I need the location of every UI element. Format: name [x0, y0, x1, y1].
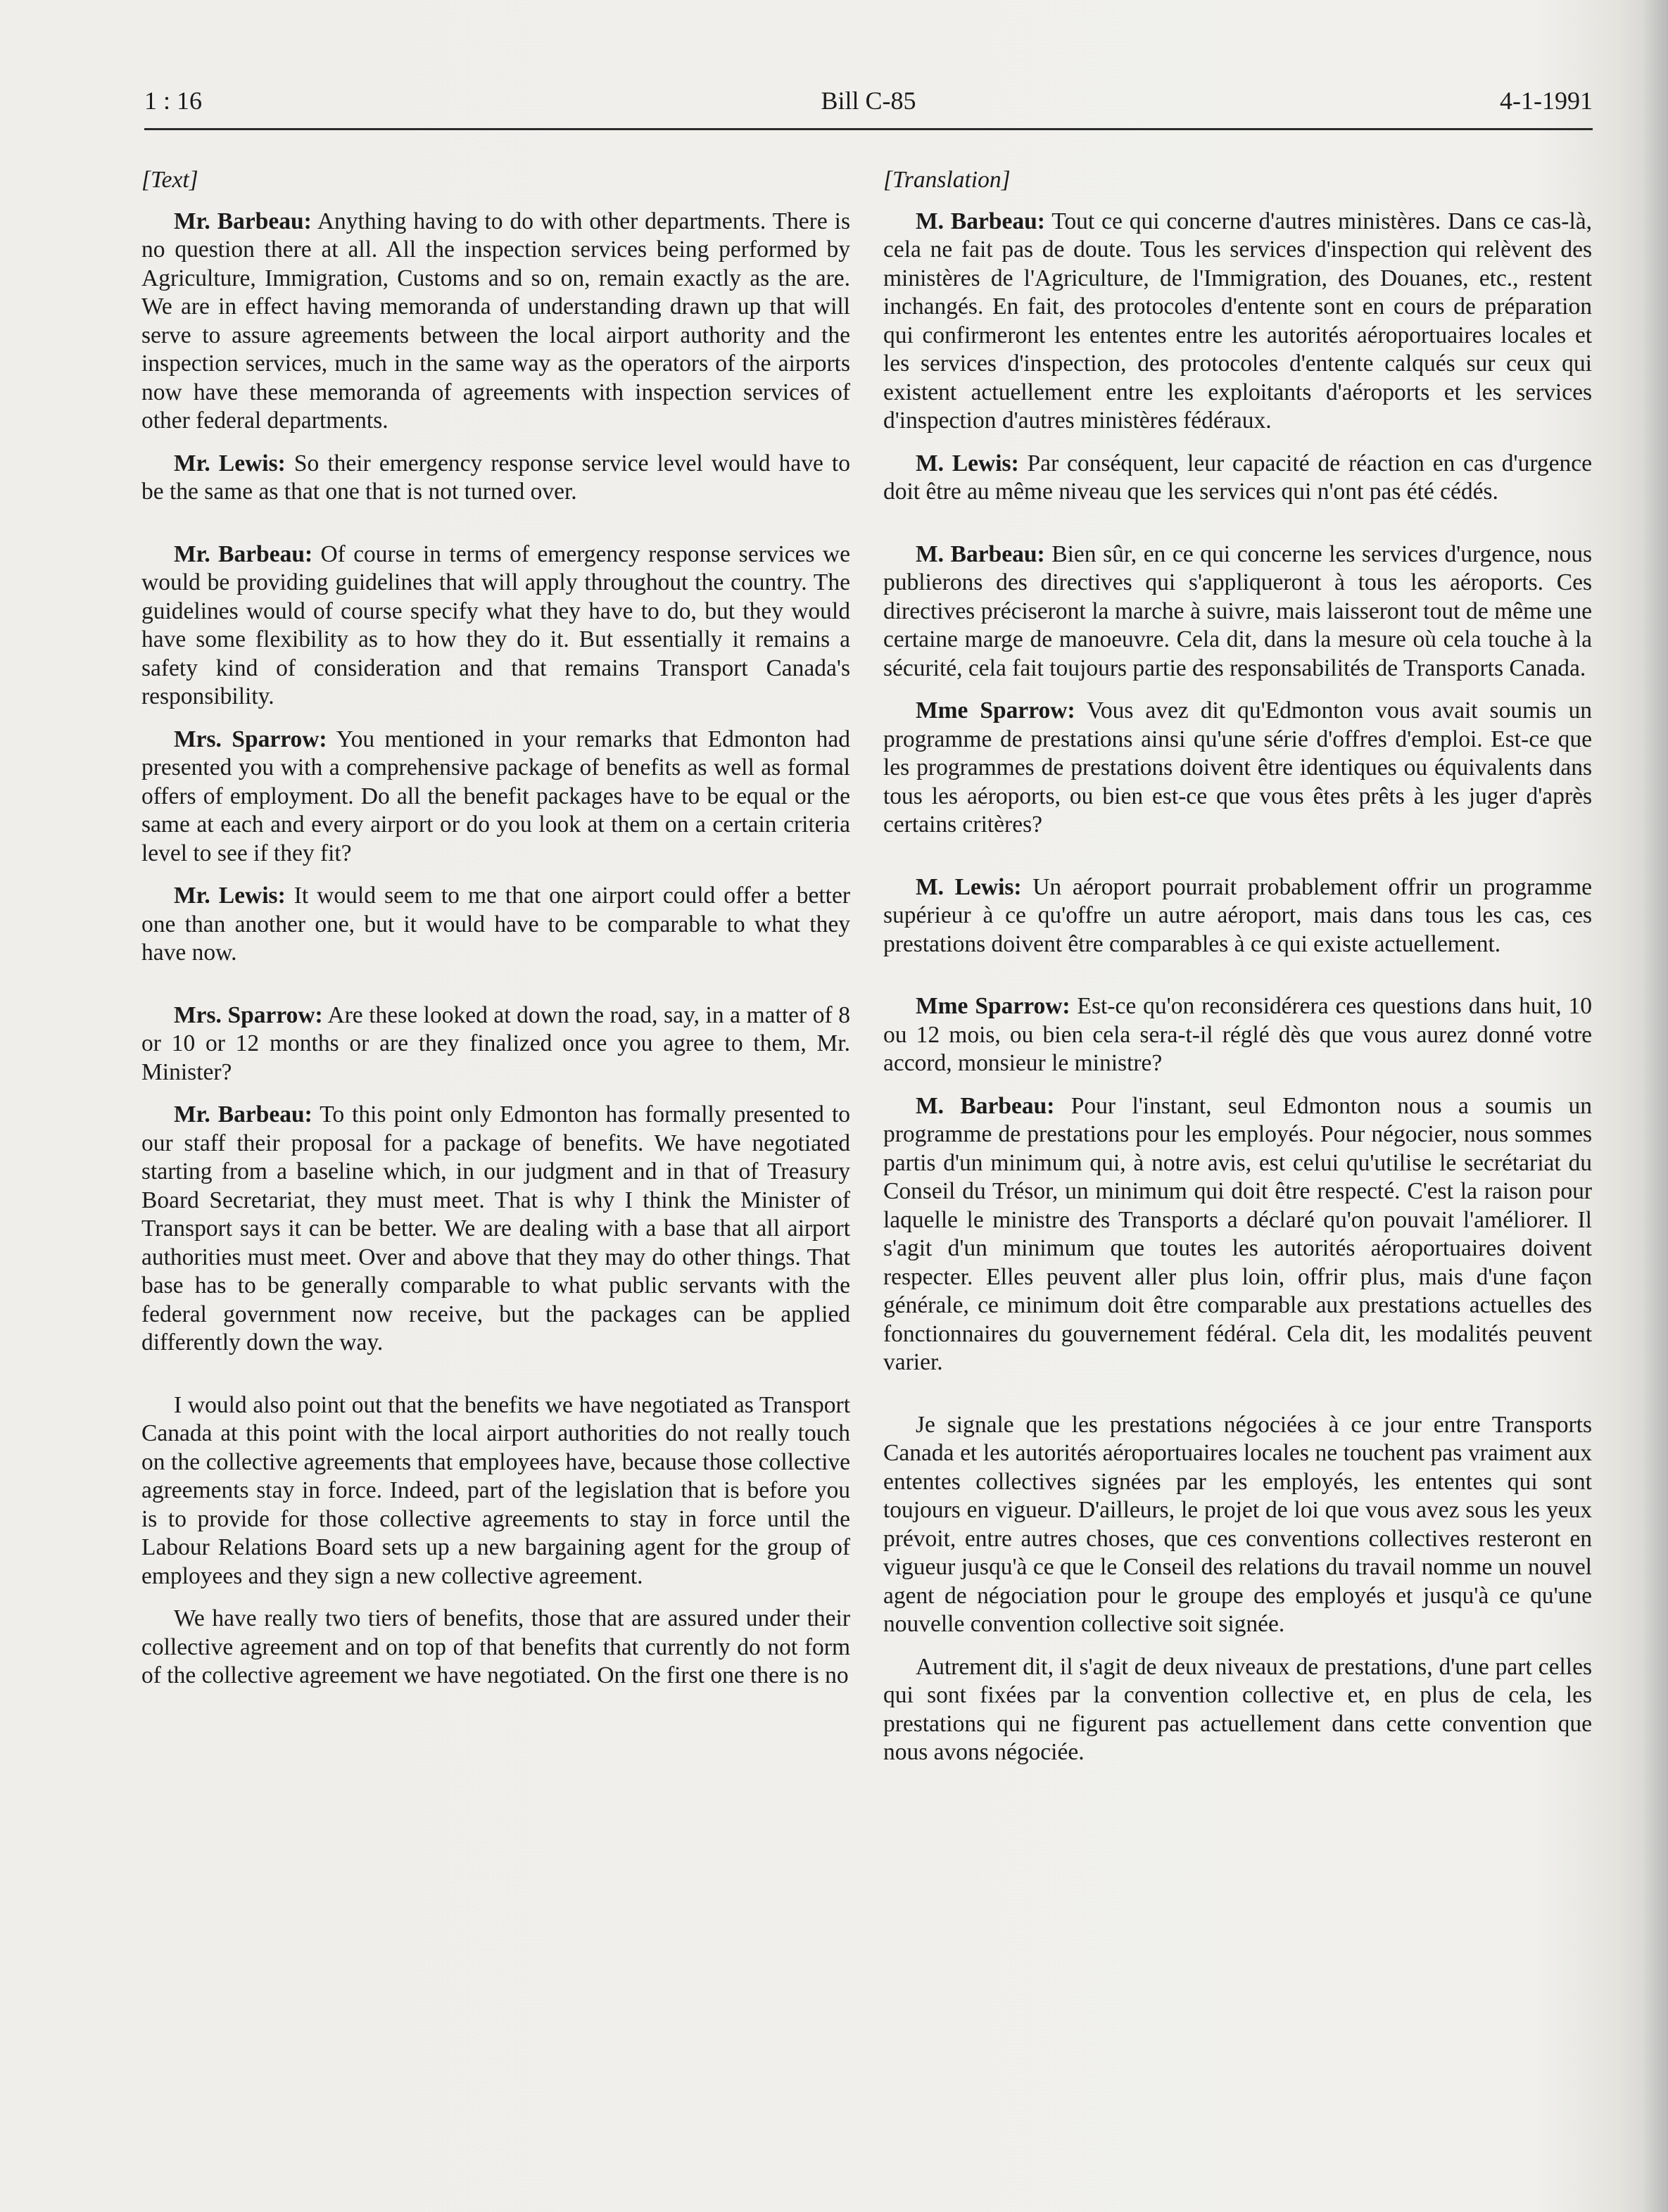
- page-header: [144, 83, 1593, 130]
- transcript-paragraph: [883, 992, 1592, 1078]
- speaker-name: Mr. Barbeau:: [174, 1101, 312, 1127]
- transcript-paragraph: [883, 1653, 1592, 1767]
- paragraph-spacer: [883, 521, 1592, 541]
- paragraph-spacer: [141, 1372, 850, 1391]
- paragraph-spacer: [141, 521, 850, 541]
- french-translation-column: [883, 166, 1592, 1781]
- page-number: 1 : 16: [144, 87, 203, 115]
- transcript-paragraph: [141, 1101, 850, 1358]
- speaker-name: Mme Sparrow:: [916, 697, 1075, 723]
- speech-text: So their emergency response service level would have to be the same as that one that is not turned over.: [141, 450, 850, 505]
- transcript-paragraph: [141, 1605, 850, 1690]
- speech-text: It would seem to me that one airport could offer a better one than another one, but it would have to be comparable to what they have now.: [141, 883, 850, 966]
- speaker-name: M. Lewis:: [916, 450, 1019, 476]
- transcript-paragraph: [883, 450, 1592, 507]
- speech-text: Est-ce qu'on reconsidérera ces questions dans huit, 10 ou 12 mois, ou bien cela sera-t-il réglé dès que vous aurez donné votre accord, monsieur le ministre?: [883, 993, 1593, 1076]
- speech-text: Tout ce qui concerne d'autres ministères. Dans ce cas-là, cela ne fait pas de doute. Tous les services d'inspection qui relèvent des ministères de l'Agriculture, de l'Immigration, des Douanes, etc., restent inchangés. En fait, des protocoles d'entente sont en cours de préparation qui confirmeront les ententes entre les autorités aéroportuaires locales et les services d'inspection, des protocoles d'entente calqués sur ceux qui existent actuellement entre les exploitants d'aéroports et les services d'inspection d'autres ministères fédéraux.: [883, 208, 1592, 434]
- page-edge-shadow: [1644, 0, 1668, 2212]
- speech-text: I would also point out that the benefits we have negotiated as Transport Canada at this point with the local airport authorities do not really touch on the collective agreements that employees have, because those collective agreements stay in force. Indeed, part of the legislation that is before you is to provide for those collective agreements to stay in force until the Labour Relations Board sets up a new bargaining agent for the group of employees and they sign a new collective agreement.: [141, 1391, 850, 1589]
- document-date: 4-1-1991: [1500, 87, 1593, 115]
- transcript-paragraph: [141, 541, 850, 712]
- speaker-name: Mr. Barbeau:: [174, 541, 313, 567]
- transcript-paragraph: [141, 1391, 850, 1591]
- speech-text: You mentioned in your remarks that Edmonton had presented you with a comprehensive package of benefits as well as formal offers of employment. Do all the benefit packages have to be equal or the same at each and every airport or do you look at them on a certain criteria level to see if they fit?: [141, 726, 850, 866]
- transcript-paragraph: [141, 450, 850, 507]
- document-title: Bill C-85: [821, 87, 916, 115]
- speech-text: Of course in terms of emergency response services we would be providing guidelines that will apply throughout the country. The guidelines would of course specify what they have to do, but they would have some flexibility as to how they do it. But essentially it remains a safety kind of consideration and that remains Transport Canada's responsibility.: [141, 541, 850, 709]
- paragraph-spacer: [883, 854, 1592, 873]
- speaker-name: Mr. Lewis:: [174, 450, 286, 476]
- speech-text: Vous avez dit qu'Edmonton vous avait soumis un programme de prestations ainsi qu'une série d'offres d'emploi. Est-ce que les programmes de prestations doivent être identiques ou équivalents dans tous les aéroports, ou bien est-ce que vous êtes prêts à les juger d'après certains critères?: [883, 697, 1592, 838]
- speaker-name: M. Lewis:: [916, 873, 1022, 900]
- speech-text: Pour l'instant, seul Edmonton nous a soumis un programme de prestations pour les employés. Pour négocier, nous sommes partis d'un minimum qui, à notre avis, est celui qu'utilise le secrétariat du Conseil du Trésor, un minimum qui doit être respecté. C'est la raison pour laquelle le ministre des Transports a déclaré qu'on pouvait l'améliorer. Il s'agit d'un minimum que toutes les autorités aéroportuaires doivent respecter. Elles peuvent aller plus loin, offrir plus, mais d'une façon générale, ce minimum doit être comparable aux prestations actuelles des fonctionnaires du gouvernement fédéral. Cela dit, les modalités peuvent varier.: [883, 1092, 1592, 1375]
- transcript-paragraph: [883, 1411, 1592, 1639]
- paragraph-spacer: [883, 973, 1592, 992]
- transcript-paragraph: [141, 726, 850, 868]
- speaker-name: Mr. Lewis:: [174, 883, 286, 909]
- speaker-name: M. Barbeau:: [916, 1092, 1055, 1119]
- transcript-paragraph: [141, 882, 850, 968]
- transcript-paragraph: [883, 208, 1592, 436]
- english-text-column: [141, 166, 850, 1705]
- speech-text: Autrement dit, il s'agit de deux niveaux de prestations, d'une part celles qui sont fixées par la convention collective et, en plus de cela, les prestations qui ne figurent pas actuellement dans cette convention que nous avons négociée.: [883, 1653, 1592, 1765]
- paragraph-spacer: [883, 1391, 1592, 1411]
- paragraph-spacer: [141, 982, 850, 1001]
- speech-text: Un aéroport pourrait probablement offrir un programme supérieur à ce qu'offre un autre aéroport, mais dans tous les cas, ces prestations doivent être comparables à ce qui existe actuellement.: [883, 873, 1592, 957]
- speech-text: We have really two tiers of benefits, those that are assured under their collective agreement and on top of that benefits that currently do not form of the collective agreement we have negotiated. On the first one there is no: [141, 1605, 850, 1688]
- speech-text: Je signale que les prestations négociées à ce jour entre Transports Canada et les autorités aéroportuaires locales ne touchent pas vraiment aux ententes collectives signées par les employés, les ententes qui sont toujours en vigueur. D'ailleurs, le projet de loi que vous avez sous les yeux prévoit, entre autres choses, que ces conventions collectives resteront en vigueur jusqu'à ce que le Conseil des relations du travail nomme un nouvel agent de négociation pour le groupe des employés et jusqu'à ce qu'une nouvelle convention collective soit signée.: [883, 1411, 1592, 1637]
- transcript-paragraph: [883, 1092, 1592, 1377]
- speaker-name: Mrs. Sparrow:: [174, 1001, 323, 1028]
- speaker-name: M. Barbeau:: [916, 541, 1045, 567]
- column-label-text: [Text]: [141, 167, 198, 193]
- speech-text: To this point only Edmonton has formally presented to our staff their proposal for a package of benefits. We have negotiated starting from a baseline which, in our judgment and in that of Treasury Board Secretariat, they must meet. That is why I think the Minister of Transport says it can be better. We are dealing with a base that all airport authorities must meet. Over and above that they may do other things. That base has to be generally comparable to what public servants with the federal government now receive, but the packages can be applied differently down the way.: [141, 1101, 851, 1355]
- speaker-name: Mrs. Sparrow:: [174, 726, 327, 752]
- transcript-paragraph: [141, 208, 850, 436]
- speech-text: Bien sûr, en ce qui concerne les services d'urgence, nous publierons des directives qui s'appliqueront à tous les aéroports. Ces directives préciseront la marche à suivre, mais laisseront tout de même une certaine marge de manoeuvre. Cela dit, dans la mesure où cela touche à la sécurité, cela fait toujours partie des responsabilités de Transports Canada.: [883, 541, 1592, 681]
- speech-text: Are these looked at down the road, say, in a matter of 8 or 10 or 12 months or are they finalized once you agree to them, Mr. Minister?: [141, 1001, 850, 1085]
- speaker-name: Mme Sparrow:: [916, 993, 1070, 1019]
- speech-text: Par conséquent, leur capacité de réaction en cas d'urgence doit être au même niveau que les services qui n'ont pas été cédés.: [883, 450, 1592, 505]
- transcript-paragraph: [141, 1001, 850, 1087]
- column-label-translation: [Translation]: [883, 167, 1011, 193]
- transcript-paragraph: [883, 541, 1592, 683]
- transcript-paragraph: [883, 697, 1592, 840]
- speaker-name: Mr. Barbeau:: [174, 208, 312, 234]
- speaker-name: M. Barbeau:: [916, 208, 1045, 234]
- speech-text: Anything having to do with other departments. There is no question there at all. All the inspection services being performed by Agriculture, Immigration, Customs and so on, remain exactly as the are. We are in effect having memoranda of understanding drawn up that will serve to assure agreements between the local airport authority and the inspection services, much in the same way as the operators of the airports now have these memoranda of agreements with inspection services of other federal departments.: [141, 208, 850, 434]
- transcript-paragraph: [883, 873, 1592, 959]
